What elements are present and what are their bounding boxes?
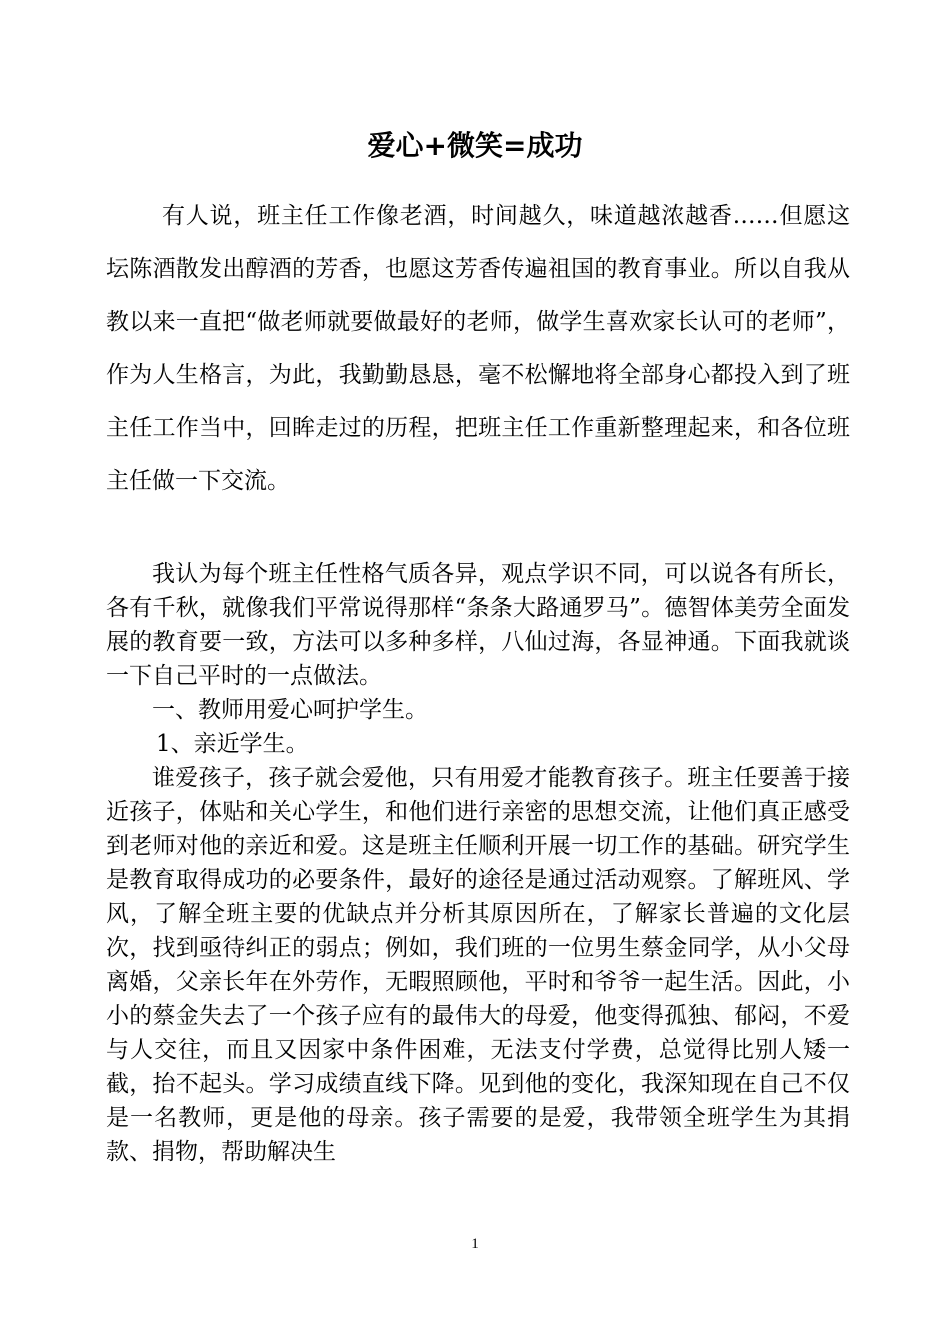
page-number: 1 — [471, 1236, 479, 1252]
section-heading-1: 一、教师用爱心呵护学生。 — [152, 697, 428, 723]
paragraph-love-children: 谁爱孩子，孩子就会爱他，只有用爱才能教育孩子。班主任要善于接近孩子，体贴和关心学生，和他们进行亲密的思想交流，让他们真正感受到老师对他的亲近和爱。这是班主任顺利开展一切工作的基础。研究学生是教育取得成功的必要条件，最好的途径是通过活动观察。了解班风、学风，了解全班主要的优缺点并分析其原因所在，了解家长普遍的文化层次，找到亟待纠正的弱点；例如，我们班的一位男生蔡金同学，从小父母离婚，父亲长年在外劳作，无暇照顾他，平时和爷爷一起生活。因此，小小的蔡金失去了一个孩子应有的最伟大的母爱，他变得孤独、郁闷，不爱与人交往，而且又因家中条件困难，无法支付学费，总觉得比别人矮一截，抬不起头。学习成绩直线下降。见到他的变化，我深知现在自己不仅是一名教师，更是他的母亲。孩子需要的是爱，我带领全班学生为其捐款、捐物，帮助解决生 — [106, 765, 850, 1165]
intro-paragraph: 有人说，班主任工作像老酒，时间越久，味道越浓越香……但愿这坛陈酒散发出醇酒的芳香，也愿这芳香传遍祖国的教育事业。所以自我从教以来一直把“做老师就要做最好的老师，做学生喜欢家长认可的老师”，作为人生格言，为此，我勤勤恳恳，毫不松懈地将全部身心都投入到了班主任工作当中，回眸走过的历程，把班主任工作重新整理起来，和各位班主任做一下交流。 — [106, 203, 850, 494]
subsection-heading-1: 1、亲近学生。 — [156, 731, 309, 757]
paragraph-overview: 我认为每个班主任性格气质各异，观点学识不同，可以说各有所长，各有千秋，就像我们平常说得那样“条条大路通罗马”。德智体美劳全面发展的教育要一致，方法可以多种多样，八仙过海，各显神通。下面我就谈一下自己平时的一点做法。 — [106, 561, 850, 689]
document-title: 爱心+微笑=成功 — [367, 129, 583, 162]
body-text — [106, 557, 850, 1169]
